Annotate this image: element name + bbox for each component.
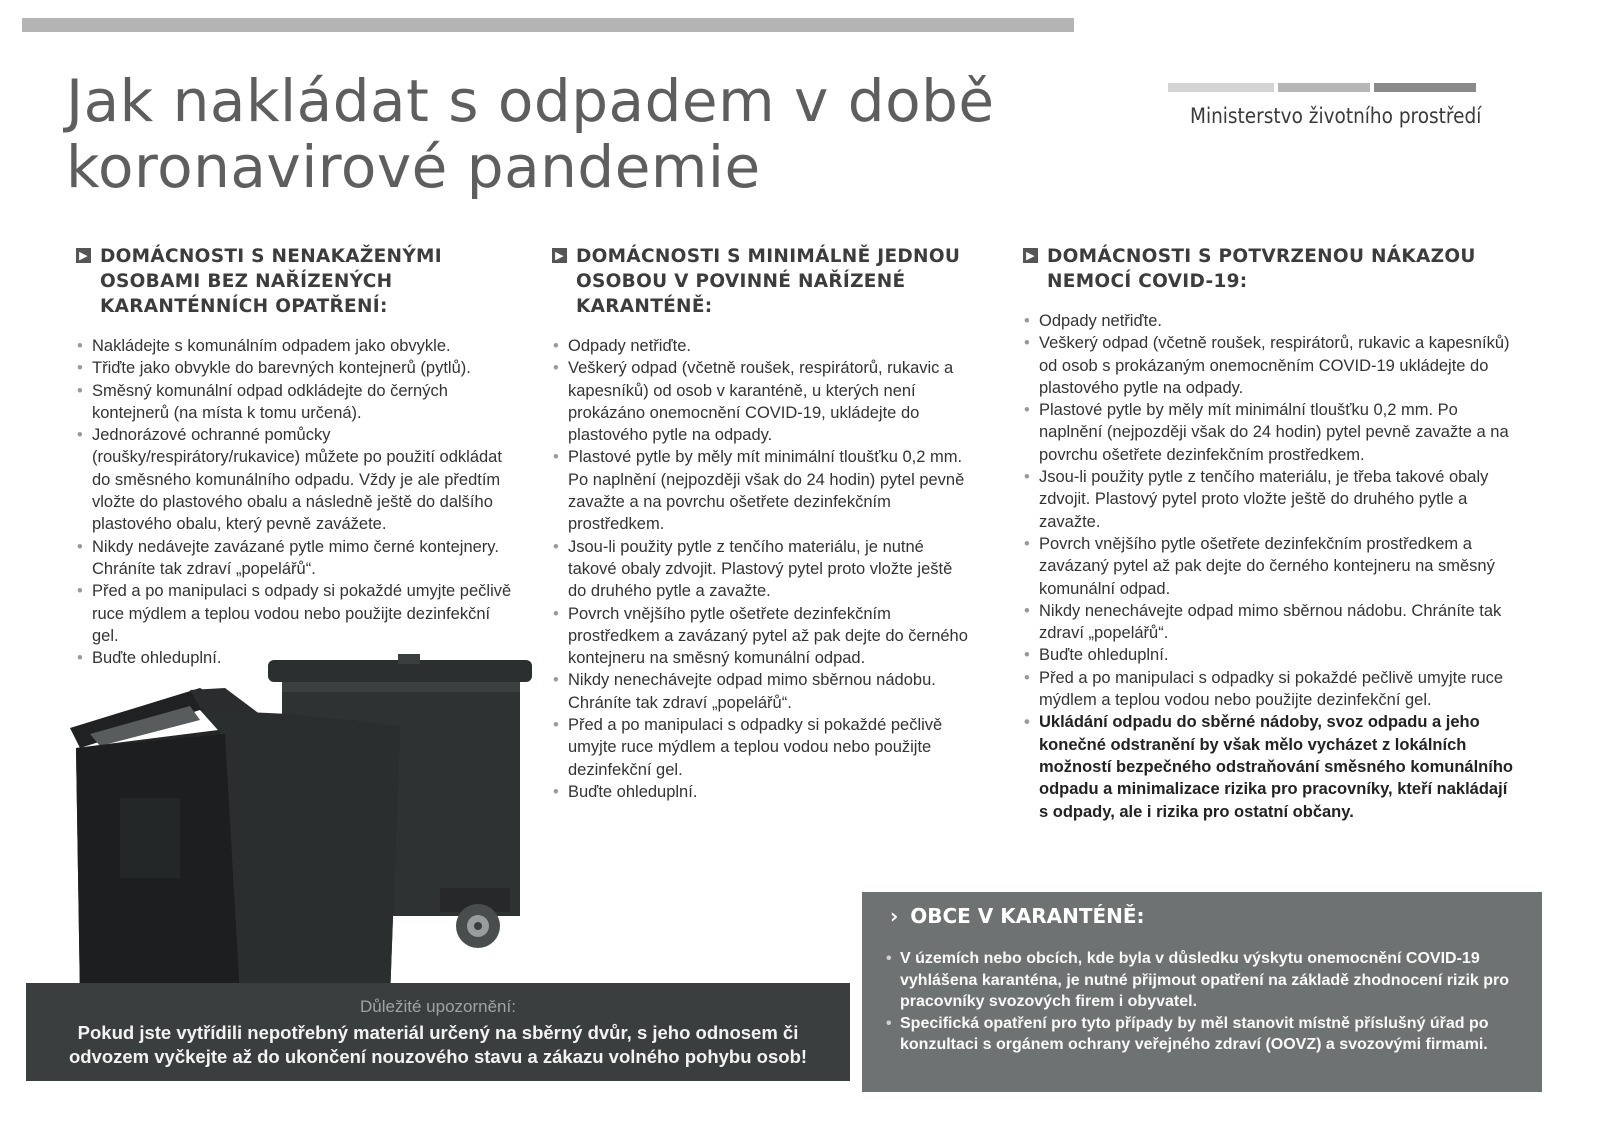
notice-line-1: Pokud jste vytřídili nepotřebný materiál určený na sběrný dvůr, s jeho odnosem či — [77, 1022, 799, 1043]
waste-bins-illustration — [50, 648, 550, 998]
list-item: • Jsou-li použity pytle z tenčího materiálu, je třeba takové obaly zdvojit. Plastový pytel proto vložte ještě do druhého pytle a zavažte. — [1023, 466, 1513, 533]
title-line-1: Jak nakládat s odpadem v době — [66, 67, 995, 135]
list-item: • Buďte ohleduplní. — [1023, 644, 1513, 666]
notice-text — [26, 1021, 850, 1069]
list-item: • Třiďte jako obvykle do barevných kontejnerů (pytlů). — [76, 357, 516, 379]
column-heading: ▶ DOMÁCNOSTI S NENAKAŽENÝMI OSOBAMI BEZ NAŘÍZENÝCH KARANTÉNNÍCH OPATŘENÍ: — [76, 244, 516, 319]
list-item: • Odpady netřiďte. — [1023, 310, 1513, 332]
list-item: • Před a po manipulaci s odpadky si pokaždé pečlivě umyjte ruce mýdlem a teplou vodou nebo použijte dezinfekční gel. — [552, 714, 972, 781]
column-heading: ▶ DOMÁCNOSTI S MINIMÁLNĚ JEDNOU OSOBOU V POVINNÉ NAŘÍZENÉ KARANTÉNĚ: — [552, 244, 972, 319]
list-item: • Nikdy nenechávejte odpad mimo sběrnou nádobu. Chráníte tak zdraví „popelářů“. — [1023, 600, 1513, 645]
list-item: • Před a po manipulaci s odpady si pokaždé umyjte pečlivě ruce mýdlem a teplou vodou nebo použijte dezinfekční gel. — [76, 580, 516, 647]
page-title — [66, 68, 995, 200]
list-item: • Povrch vnějšího pytle ošetřete dezinfekčním prostředkem a zavázaný pytel až pak dejte do černého kontejneru na směsný komunální odpad. — [1023, 533, 1513, 600]
list-item: • Nikdy nenechávejte odpad mimo sběrnou nádobu. Chráníte tak zdraví „popelářů“. — [552, 669, 972, 714]
ministry-logo-bars — [1168, 83, 1476, 92]
arrow-box-icon: ▶ — [552, 248, 567, 263]
obce-list — [886, 948, 1526, 1056]
list-item: • Před a po manipulaci s odpadky si pokaždé pečlivě umyjte ruce mýdlem a teplou vodou nebo použijte dezinfekční gel. — [1023, 667, 1513, 712]
column-confirmed-households — [1023, 244, 1513, 823]
column-list — [76, 335, 516, 669]
quarantine-municipalities-box — [862, 892, 1542, 1092]
obce-heading: › OBCE V KARANTÉNĚ: — [890, 904, 1145, 928]
list-item: • Jednorázové ochranné pomůcky (roušky/respirátory/rukavice) můžete po použití odkládat do směsného komunálního odpadu. Vždy je ale předtím vložte do plastového obalu a následně ještě do dalšího plastového obalu, který pevně zavážete. — [76, 424, 516, 535]
notice-title: Důležité upozornění: — [360, 997, 516, 1016]
list-item: • Buďte ohleduplní. — [76, 647, 516, 669]
chevron-right-icon: › — [890, 904, 899, 928]
list-item: • Nakládejte s komunálním odpadem jako obvykle. — [76, 335, 516, 357]
ministry-name: Ministerstvo životního prostředí — [1190, 104, 1482, 128]
list-item: • Povrch vnějšího pytle ošetřete dezinfekčním prostředkem a zavázaný pytel až pak dejte do černého kontejneru na směsný komunální odpad. — [552, 603, 972, 670]
list-item: • Plastové pytle by měly mít minimální tloušťku 0,2 mm. Po naplnění (nejpozději však do 24 hodin) pytel pevně zavažte a na povrchu ošetřete dezinfekčním prostředkem. — [1023, 399, 1513, 466]
column-healthy-households — [76, 244, 516, 669]
column-quarantine-households — [552, 244, 972, 803]
list-item: • Veškerý odpad (včetně roušek, respirátorů, rukavic a kapesníků) od osob s prokázaným onemocněním COVID-19 ukládejte do plastového pytle na odpady. — [1023, 332, 1513, 399]
list-item: • Buďte ohleduplní. — [552, 781, 972, 803]
list-item: • Směsný komunální odpad odkládejte do černých kontejnerů (na místa k tomu určená). — [76, 380, 516, 425]
list-item: • V územích nebo obcích, kde byla v důsledku výskytu onemocnění COVID-19 vyhlášena karanténa, je nutné přijmout opatření na základě zhodnocení rizik pro pracovníky svozových firem i obyvatel. — [886, 948, 1526, 1013]
list-item: • Specifická opatření pro tyto případy by měl stanovit místně příslušný úřad po konzultaci s orgánem ochrany veřejného zdraví (OOVZ) a svozovými firmami. — [886, 1013, 1526, 1056]
notice-line-2: odvozem vyčkejte až do ukončení nouzového stavu a zákazu volného pohybu osob! — [68, 1046, 808, 1067]
arrow-box-icon: ▶ — [1023, 248, 1038, 263]
column-list — [552, 335, 972, 803]
list-item: • Plastové pytle by měly mít minimální tloušťku 0,2 mm. Po naplnění (nejpozději však do 24 hodin) pytel pevně zavažte a na povrchu ošetřete dezinfekčním prostředkem. — [552, 446, 972, 535]
column-heading: ▶ DOMÁCNOSTI S POTVRZENOU NÁKAZOU NEMOCÍ COVID-19: — [1023, 244, 1513, 294]
top-rule — [22, 18, 1074, 32]
list-item: • Nikdy nedávejte zavázané pytle mimo černé kontejnery. Chráníte tak zdraví „popelářů“. — [76, 536, 516, 581]
list-item: • Veškerý odpad (včetně roušek, respirátorů, rukavic a kapesníků) od osob v karanténě, u kterých není prokázáno onemocnění COVID-19, ukládejte do plastového pytle na odpady. — [552, 357, 972, 446]
list-item-bold: • Ukládání odpadu do sběrné nádoby, svoz odpadu a jeho konečné odstranění by však mělo vycházet z lokálních možností bezpečného odstraňování směsného komunálního odpadu a minimalizace rizika pro pracovníky, kteří nakládají s odpady, ale i rizika pro ostatní občany. — [1023, 711, 1513, 822]
column-list — [1023, 310, 1513, 823]
list-item: • Jsou-li použity pytle z tenčího materiálu, je nutné takové obaly zdvojit. Plastový pytel proto vložte ještě do druhého pytle a zavažte. — [552, 536, 972, 603]
important-notice — [26, 983, 850, 1081]
arrow-box-icon: ▶ — [76, 248, 91, 263]
list-item: • Odpady netřiďte. — [552, 335, 972, 357]
title-line-2: koronavirové pandemie — [66, 133, 761, 201]
